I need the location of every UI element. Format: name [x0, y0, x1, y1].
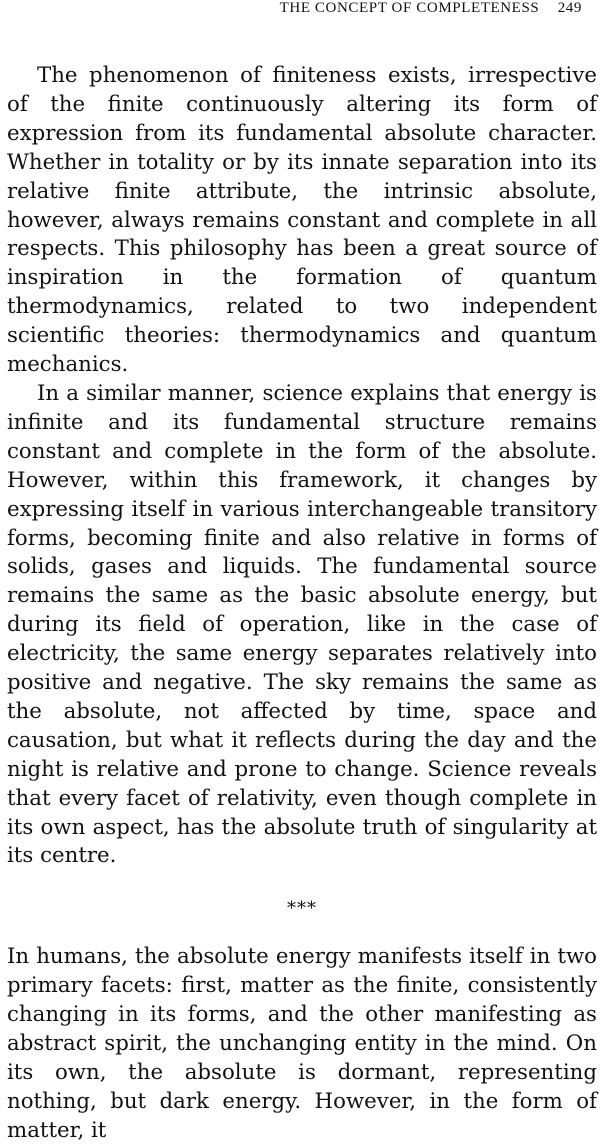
- running-header-title: THE CONCEPT OF COMPLETENESS: [279, 0, 540, 16]
- paragraph-energy: In a similar manner, science explains that energy is infinite and its fundamental structure remains constant and complete in the form of the absolute. However, within this framework, it changes by expressing itself in various interchangeable transitory forms, becoming finite and also relative in forms of solids, gases and liquids. The fundamental source remains the same as the basic absolute energy, but during its field of operation, like in the case of electricity, the same energy separates relatively into positive and negative. The sky remains the same as the absolute, not affected by time, space and causation, but what it reflects during the day and the night is relative and prone to change. Science reveals that every facet of relativity, even though complete in its own aspect, has the absolute truth of singularity at its centre.: [7, 380, 597, 869]
- section-break: ***: [287, 898, 317, 920]
- paragraph-humans: In humans, the absolute energy manifests itself in two primary facets: first, matter as the finite, consistently changing in its forms, and the other manifesting as abstract spirit, the unchanging entity in the mind. On its own, the absolute is dormant, representing nothing, but dark energy. However, in the form of matter, it: [7, 944, 597, 1143]
- body-text: [7, 62, 597, 1146]
- paragraph-finiteness: The phenomenon of finiteness exists, irrespective of the finite continuously altering its form of expression from its fundamental absolute character. Whether in totality or by its innate separation into its relative finite attribute, the intrinsic absolute, however, always remains constant and complete in all respects. This philosophy has been a great source of inspiration in the formation of quantum thermodynamics, related to two independent scientific theories: thermodynamics and quantum mechanics.: [7, 63, 597, 378]
- running-header: [280, 0, 582, 20]
- page-number: 249: [557, 0, 582, 16]
